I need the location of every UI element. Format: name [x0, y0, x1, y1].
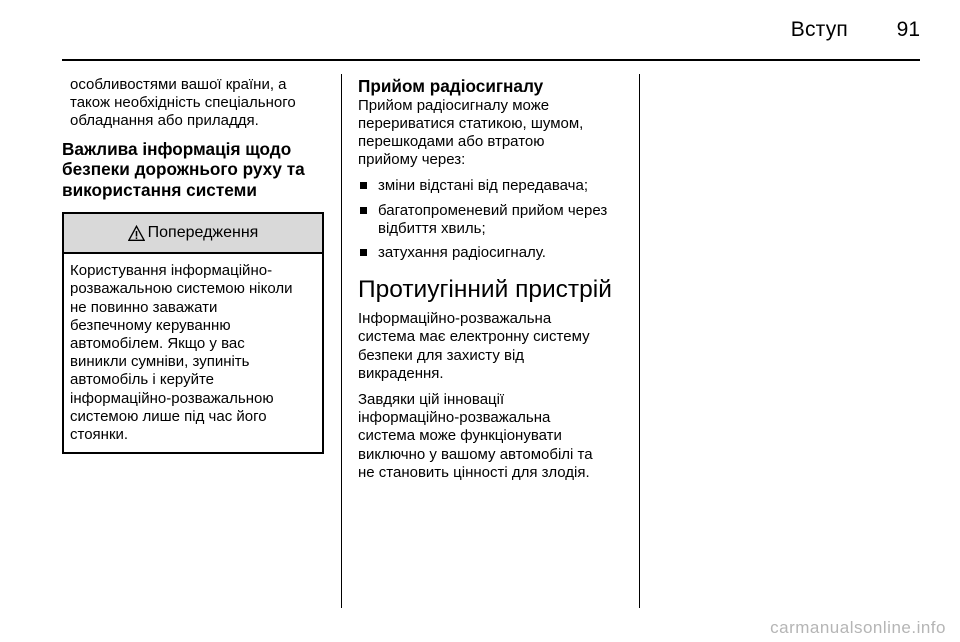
antitheft-paragraph-1	[358, 310, 626, 383]
list-item-text: багатопроменевий прийом через	[378, 201, 608, 219]
warning-body	[64, 254, 322, 452]
safety-heading	[62, 139, 324, 201]
radio-paragraph	[358, 97, 626, 170]
warning-line: виникли сумніви, зупиніть	[70, 353, 250, 371]
radio-bullet-list	[358, 177, 626, 262]
column-divider-2	[639, 74, 640, 608]
warning-line: безпечному керуванню	[70, 316, 231, 334]
list-item	[358, 177, 626, 195]
text-line: Прийом радіосигналу може	[358, 96, 550, 114]
antitheft-heading: Протиугінний пристрій	[358, 276, 612, 304]
warning-line: автомобіль і керуйте	[70, 371, 215, 389]
column-1	[62, 76, 324, 454]
warning-line: не повинно заважати	[70, 298, 218, 316]
heading-line: безпеки дорожнього руху та	[62, 159, 305, 180]
column-2	[358, 76, 626, 482]
text-line: інформаційно-розважальна	[358, 409, 551, 427]
bullet-square-icon	[360, 249, 367, 256]
watermark: carmanualsonline.info	[770, 618, 946, 637]
intro-paragraph	[62, 76, 324, 131]
warning-line: стоянки.	[70, 425, 129, 443]
heading-line: використання системи	[62, 179, 257, 200]
text-line: безпеки для захисту від	[358, 346, 525, 364]
text-line: обладнання або приладдя.	[70, 112, 259, 130]
list-item-text: зміни відстані від передавача;	[378, 177, 589, 195]
warning-line: системою лише під час його	[70, 407, 267, 425]
column-divider-1	[341, 74, 342, 608]
warning-line: Користування інформаційно-	[70, 262, 273, 280]
text-line: перешкодами або втратою	[358, 132, 545, 150]
text-line: також необхідність спеціального	[70, 94, 296, 112]
warning-header	[64, 214, 322, 254]
text-line: система має електронну систему	[358, 328, 590, 346]
page-number: 91	[896, 18, 920, 41]
heading-line: Важлива інформація щодо	[62, 138, 292, 159]
text-line: Завдяки цій інновації	[358, 390, 505, 408]
text-line: не становить цінності для злодія.	[358, 463, 590, 481]
list-item	[358, 244, 626, 262]
radio-heading: Прийом радіосигналу	[358, 76, 544, 96]
text-line: перериватися статикою, шумом,	[358, 114, 584, 132]
text-line: прийому через:	[358, 151, 466, 169]
bullet-square-icon	[360, 207, 367, 214]
warning-line: розважальною системою ніколи	[70, 280, 293, 298]
list-item-text: відбиття хвиль;	[378, 219, 486, 237]
text-line: система може функціонувати	[358, 427, 562, 445]
text-line: особливостями вашої країни, а	[70, 76, 287, 93]
list-item-text: затухання радіосигналу.	[378, 243, 546, 261]
antitheft-paragraph-2	[358, 391, 626, 482]
warning-line: інформаційно-розважальною	[70, 389, 274, 407]
text-line: Інформаційно-розважальна	[358, 310, 552, 328]
warning-box	[62, 212, 324, 454]
list-item	[358, 202, 626, 238]
warning-line: автомобілем. Якщо у вас	[70, 334, 245, 352]
page-title: Вступ	[790, 18, 848, 41]
header-divider	[62, 59, 920, 61]
warning-triangle-icon	[128, 225, 145, 242]
bullet-square-icon	[360, 182, 367, 189]
warning-title: Попередження	[147, 224, 259, 242]
text-line: викрадення.	[358, 364, 444, 382]
text-line: виключно у вашому автомобілі та	[358, 445, 593, 463]
